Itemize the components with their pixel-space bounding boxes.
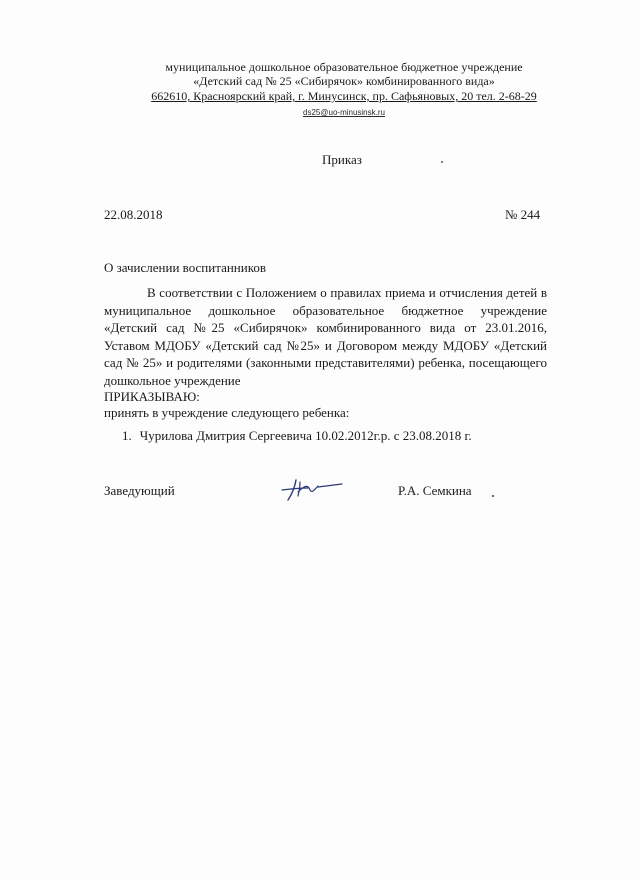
signatory-role: Заведующий [104, 483, 175, 498]
document-body: В соответствии с Положением о правилах приема и отчисления детей в муниципальное дошкольное образовательное бюджетное учреждение «Детский сад №25 «Сибирячок» комбинированного вида от 23.01.2016, Уставом МДОБУ «Детский сад №25» и Договором между МДОБУ «Детский сад № 25» и родителями (законными представителями) ребенка, посещающего дошкольное учреждение [104, 285, 547, 388]
ink-speck-mark [492, 495, 494, 497]
document-title: Приказ [322, 152, 362, 167]
accept-line: принять в учреждение следующего ребенка: [104, 405, 350, 420]
document-subject: О зачислении воспитанников [104, 260, 266, 275]
list-item [122, 428, 472, 444]
list-item-number: 1. [122, 428, 132, 443]
handwritten-signature [278, 476, 344, 502]
children-list [122, 428, 472, 444]
header-email: ds25@uo-minusinsk.ru [303, 108, 385, 117]
list-item-text: Чурилова Дмитрия Сергеевича 10.02.2012г.р. с 23.08.2018 г. [139, 428, 472, 443]
header-org-name: «Детский сад № 25 «Сибирячок» комбинированного вида» [193, 74, 495, 88]
order-word: ПРИКАЗЫВАЮ: [104, 389, 200, 404]
header-address: 662610, Красноярский край, г. Минусинск, пр. Сафьяновых, 20 тел. 2-68-29 [151, 89, 537, 103]
speck-mark [441, 161, 443, 163]
signatory-name: Р.А. Семкина [398, 483, 472, 498]
header-org-type: муниципальное дошкольное образовательное бюджетное учреждение [165, 60, 523, 74]
document-number: № 244 [505, 207, 541, 222]
document-date: 22.08.2018 [104, 207, 163, 222]
